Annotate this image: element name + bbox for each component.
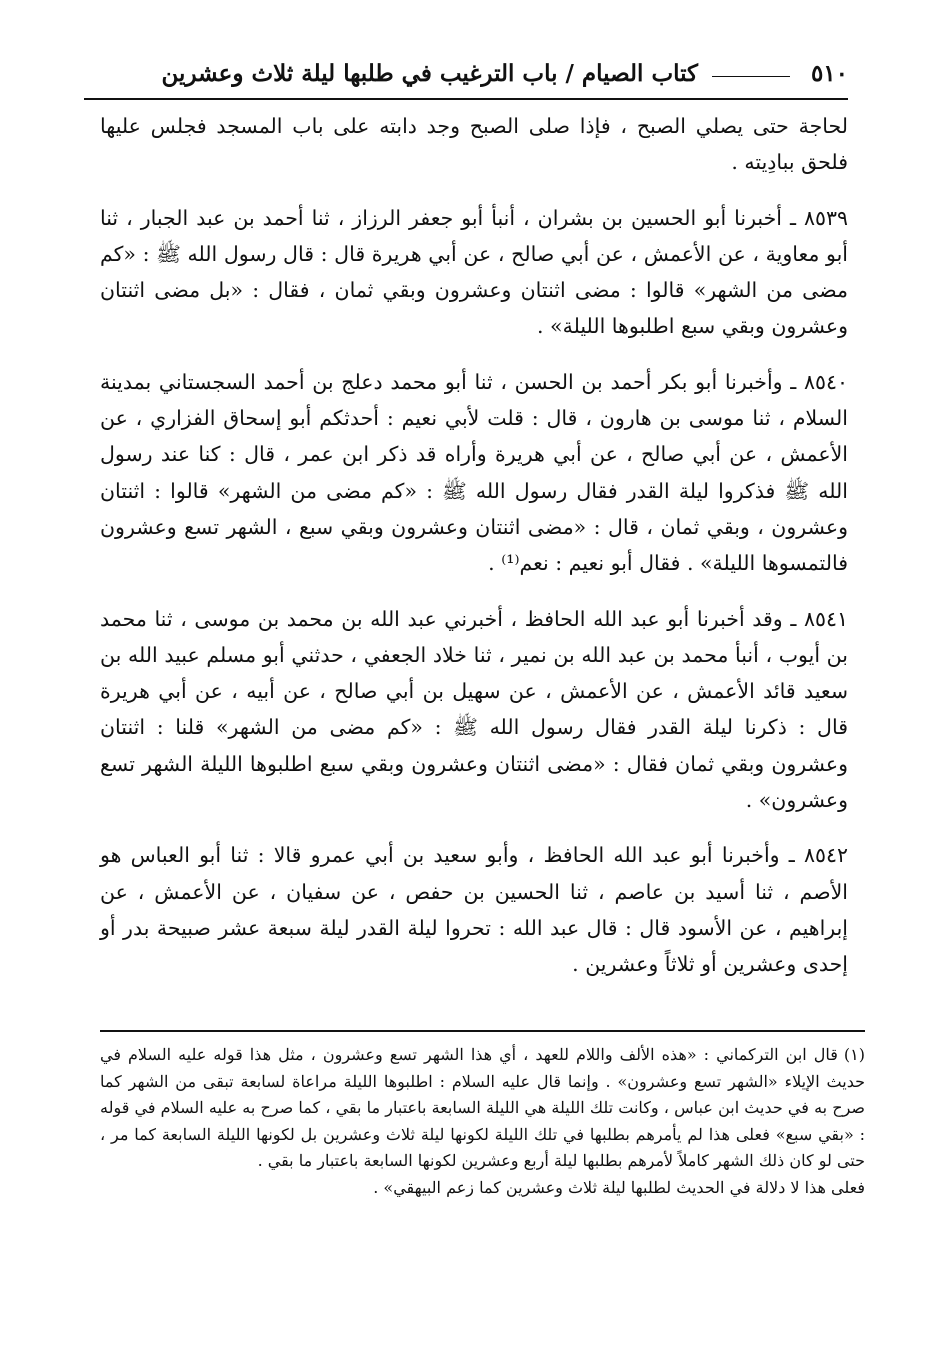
hadith-8541: ٨٥٤١ ـ وقد أخبرنا أبو عبد الله الحافظ ، أخبرني عبد الله بن محمد بن موسى ، ثنا محمد بن أيوب ، أنبأ محمد بن عبد الله بن نمير ، ثنا خلاد الجعفي ، حدثني أبو مسلم عبيد الله بن سعيد قائد الأعمش ، عن الأعمش ، عن سهيل بن أبي صالح ، عن أبيه ، عن أبي هريرة قال : ذكرنا ليلة القدر فقال رسول الله ﷺ : «كم مضى من الشهر» قلنا : اثنتان وعشرون وبقي ثمان فقال : «مضى اثنتان وعشرون وبقي سبع اطلبوها الليلة الشهر تسع وعشرون» .: [100, 606, 848, 813]
footnote-1: [100, 1042, 865, 1175]
hadith-8540: ٨٥٤٠ ـ وأخبرنا أبو بكر أحمد بن الحسن ، ثنا أبو محمد دعلج بن أحمد السجستاني بمدينة السلام ، ثنا موسى بن هارون ، قال : قلت لأبي نعيم : أحدثكم أبو إسحاق الفزاري ، عن الأعمش ، عن أبي صالح ، عن أبي هريرة وأراه قد ذكر ابن عمر ، قال : كنا عند رسول الله ﷺ فذكروا ليلة القدر فقال رسول الله ﷺ : «كم مضى من الشهر» قالوا : اثنتان وعشرون ، وبقي ثمان ، قال : «مضى اثنتان وعشرون وبقي سبع ، الشهر تسع وعشرون فالتمسوها الليلة» . فقال أبو نعيم : نعم⁽¹⁾ .: [100, 369, 848, 576]
footnotes: [100, 1030, 865, 1201]
page-number: ٥١٠: [810, 60, 848, 87]
paragraph-continuation: لحاجة حتى يصلي الصبح ، فإذا صلى الصبح وجد دابته على باب المسجد فجلس عليها فلحق ببادِيته .: [100, 114, 848, 175]
page-header: [84, 58, 848, 100]
footnote-marker: (١): [843, 1045, 865, 1064]
footnote-text: قال ابن التركماني : «هذه الألف واللام للعهد ، أي هذا الشهر تسع وعشرون ، مثل هذا قوله عليه السلام في حديث الإيلاء «الشهر تسع وعشرون» . وإنما قال عليه السلام : اطلبوها الليلة مراعاة لسابعة تبقى من الشهر كما صرح به في حديث ابن عباس ، وكانت تلك الليلة هي الليلة السابعة باعتبار ما بقي ، كما صرح به عليه السلام في قوله : «بقي سبع» فعلى هذا لم يأمرهم بطلبها في تلك الليلة لكونها ليلة ثلاث وعشرين بل لكونها الليلة السابعة كما مر ، حتى لو كان ذلك الشهر كاملاً لأمرهم بطلبها ليلة أربع وعشرين لكونها السابعة باعتبار ما بقي .: [100, 1045, 866, 1170]
hadith-8539: ٨٥٣٩ ـ أخبرنا أبو الحسين بن بشران ، أنبأ أبو جعفر الرزاز ، ثنا أحمد بن عبد الجبار ، ثنا أبو معاوية ، عن الأعمش ، عن أبي صالح ، عن أبي هريرة قال : قال رسول الله ﷺ : «كم مضى من الشهر» قالوا : مضى اثنتان وعشرون وبقي ثمان ، فقال : «بل مضى اثنتان وعشرون وبقي سبع اطلبوها الليلة» .: [100, 205, 848, 339]
footnote-closing: فعلى هذا لا دلالة في الحديث لطلبها ليلة ثلاث وعشرين كما زعم البيهقي» .: [373, 1177, 865, 1197]
main-text: [100, 108, 848, 1002]
header-dash: [712, 76, 790, 77]
hadith-8542: ٨٥٤٢ ـ وأخبرنا أبو عبد الله الحافظ ، وأبو سعيد بن أبي عمرو قالا : ثنا أبو العباس هو الأصم ، ثنا أسيد بن عاصم ، ثنا الحسين بن حفص ، عن سفيان ، عن الأعمش ، عن إبراهيم ، عن الأسود قال : قال عبد الله : تحروا ليلة القدر ليلة سبعة عشر صبيحة بدر أو إحدى وعشرين أو ثلاثاً وعشرين .: [100, 843, 848, 977]
running-title: كتاب الصيام / باب الترغيب في طلبها ليلة ثلاث وعشرين: [161, 60, 698, 87]
